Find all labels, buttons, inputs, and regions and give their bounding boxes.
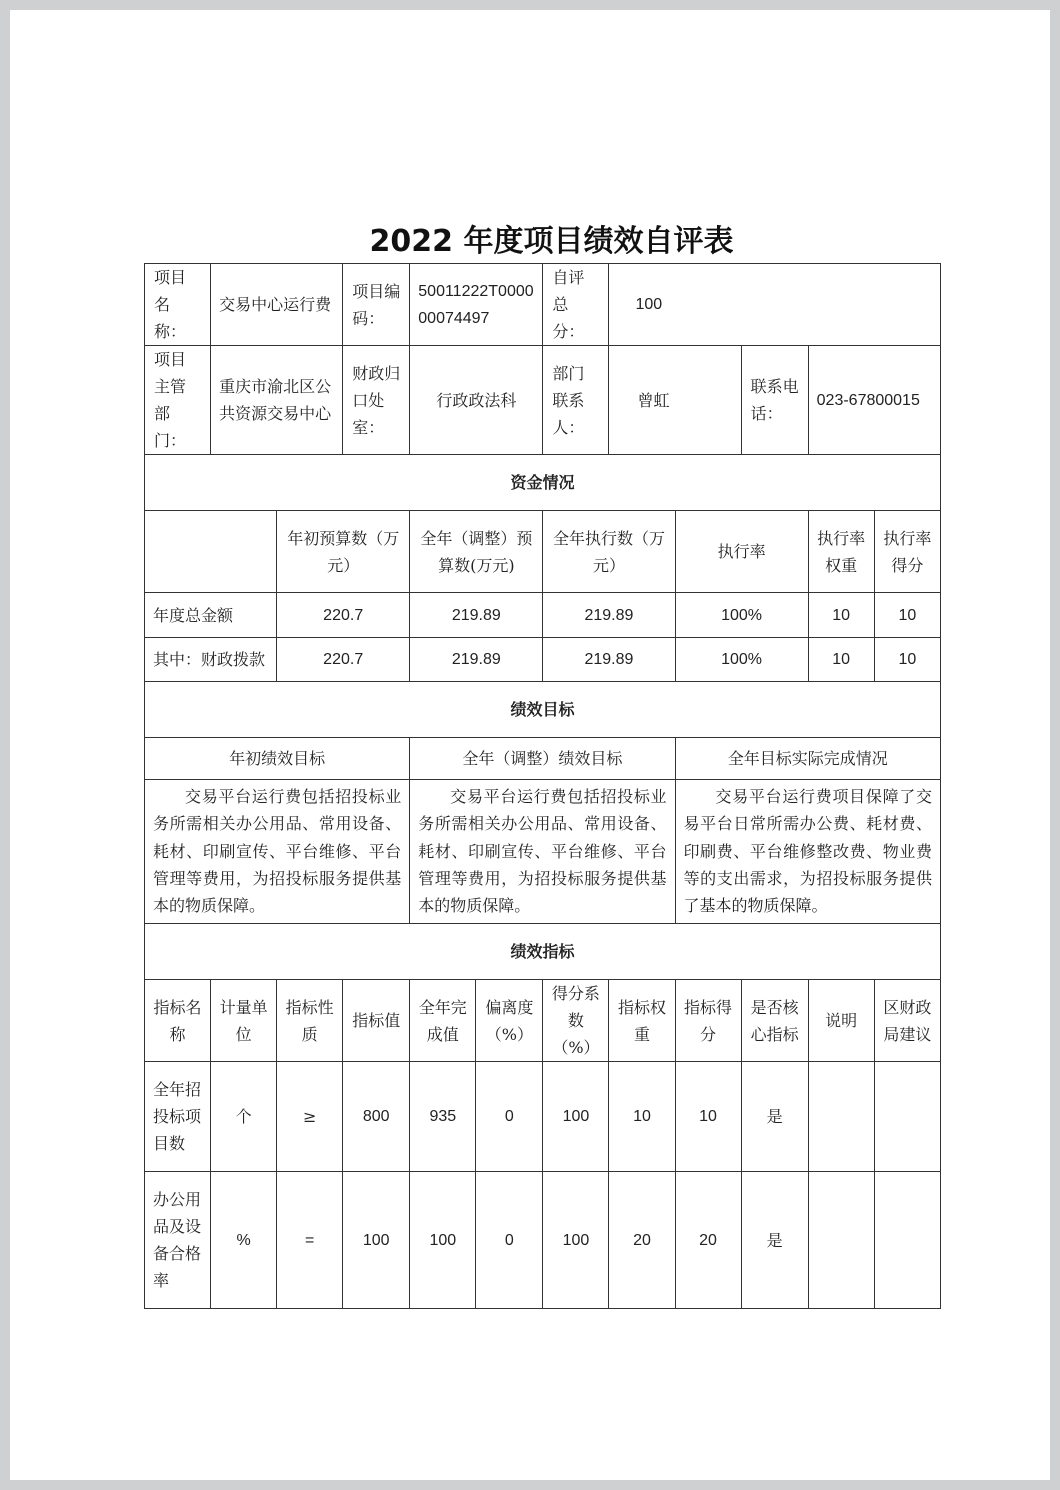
funds-section-title: 资金情况 xyxy=(145,455,941,511)
indicator-row xyxy=(145,1062,941,1172)
project-name-label: 项目名称： xyxy=(145,264,211,346)
indicator-header: 区财政局建议 xyxy=(874,980,940,1062)
indicators-section-row xyxy=(145,924,941,980)
finance-office-label: 财政归口处室： xyxy=(343,346,410,455)
funds-cell: 220.7 xyxy=(277,593,410,638)
project-code: 50011222T000000074497 xyxy=(410,264,543,346)
phone-label: 联系电话： xyxy=(741,346,808,455)
indicator-header: 是否核心指标 xyxy=(741,980,808,1062)
indicator-cell: 20 xyxy=(675,1172,741,1309)
total-score: 100 xyxy=(609,264,941,346)
goals-section-row xyxy=(145,682,941,738)
funds-section-row xyxy=(145,455,941,511)
contact-label: 部门联系人： xyxy=(543,346,609,455)
indicator-cell xyxy=(874,1062,940,1172)
goals-header-initial: 年初绩效目标 xyxy=(145,738,410,780)
goal-adjusted-text: 交易平台运行费包括招投标业务所需相关办公用品、常用设备、耗材、印刷宣传、平台维修、平台管理等费用，为招投标服务提供基本的物质保障。 xyxy=(410,780,675,924)
indicator-cell: 100 xyxy=(543,1172,609,1309)
funds-cell: 219.89 xyxy=(543,638,675,682)
funds-header-weight: 执行率权重 xyxy=(808,511,874,593)
total-score-label: 自评总分： xyxy=(543,264,609,346)
indicator-cell: 100 xyxy=(543,1062,609,1172)
indicator-cell: 935 xyxy=(410,1062,476,1172)
funds-header-score: 执行率得分 xyxy=(874,511,940,593)
funds-header-adjusted: 全年（调整）预算数(万元) xyxy=(410,511,543,593)
indicator-cell: 10 xyxy=(609,1062,675,1172)
goals-header-row xyxy=(145,738,941,780)
indicator-header: 指标性质 xyxy=(277,980,343,1062)
funds-row-label: 其中：财政拨款 xyxy=(145,638,277,682)
indicator-cell: 20 xyxy=(609,1172,675,1309)
info-row-1 xyxy=(145,264,941,346)
indicator-header: 指标名称 xyxy=(145,980,211,1062)
indicator-header: 全年完成值 xyxy=(410,980,476,1062)
goals-text-row xyxy=(145,780,941,924)
indicator-cell: 10 xyxy=(675,1062,741,1172)
indicator-header: 计量单位 xyxy=(211,980,277,1062)
finance-office: 行政政法科 xyxy=(410,346,543,455)
funds-header-initial: 年初预算数（万元） xyxy=(277,511,410,593)
indicator-cell: 100 xyxy=(343,1172,410,1309)
indicator-cell: ≥ xyxy=(277,1062,343,1172)
info-row-2 xyxy=(145,346,941,455)
goals-header-adjusted: 全年（调整）绩效目标 xyxy=(410,738,675,780)
indicator-cell xyxy=(808,1062,874,1172)
project-name: 交易中心运行费 xyxy=(211,264,343,346)
funds-header-rate: 执行率 xyxy=(675,511,808,593)
funds-cell: 10 xyxy=(874,638,940,682)
indicator-cell: 100 xyxy=(410,1172,476,1309)
indicator-cell: 是 xyxy=(741,1172,808,1309)
goals-header-actual: 全年目标实际完成情况 xyxy=(675,738,940,780)
funds-cell: 100% xyxy=(675,638,808,682)
contact: 曾虹 xyxy=(609,346,741,455)
indicator-header: 说明 xyxy=(808,980,874,1062)
funds-cell: 10 xyxy=(874,593,940,638)
indicator-cell: 0 xyxy=(476,1062,543,1172)
dept-label: 项目主管部门： xyxy=(145,346,211,455)
funds-row xyxy=(145,638,941,682)
indicators-section-title: 绩效指标 xyxy=(145,924,941,980)
funds-row-label: 年度总金额 xyxy=(145,593,277,638)
indicators-header-row xyxy=(145,980,941,1062)
funds-cell: 219.89 xyxy=(410,593,543,638)
goal-actual-text: 交易平台运行费项目保障了交易平台日常所需办公费、耗材费、印刷费、平台维修整改费、物业费等的支出需求，为招投标服务提供了基本的物质保障。 xyxy=(675,780,940,924)
indicator-cell: 个 xyxy=(211,1062,277,1172)
funds-row xyxy=(145,593,941,638)
indicator-header: 得分系数（%） xyxy=(543,980,609,1062)
phone: 023-67800015 xyxy=(808,346,940,455)
indicator-cell: 0 xyxy=(476,1172,543,1309)
indicator-row xyxy=(145,1172,941,1309)
funds-cell: 100% xyxy=(675,593,808,638)
indicator-cell xyxy=(874,1172,940,1309)
page-title: 2022 年度项目绩效自评表 xyxy=(369,224,734,259)
indicator-cell: % xyxy=(211,1172,277,1309)
indicator-header: 偏离度（%） xyxy=(476,980,543,1062)
indicator-header: 指标权重 xyxy=(609,980,675,1062)
funds-cell: 10 xyxy=(808,593,874,638)
goals-section-title: 绩效目标 xyxy=(145,682,941,738)
funds-cell: 219.89 xyxy=(543,593,675,638)
evaluation-table xyxy=(144,263,941,1309)
funds-header-row xyxy=(145,511,941,593)
indicator-name: 全年招投标项目数 xyxy=(145,1062,211,1172)
funds-cell: 10 xyxy=(808,638,874,682)
funds-cell: 220.7 xyxy=(277,638,410,682)
funds-header-blank xyxy=(145,511,277,593)
project-code-label: 项目编码： xyxy=(343,264,410,346)
document-page xyxy=(10,10,1050,1480)
funds-header-executed: 全年执行数（万元） xyxy=(543,511,675,593)
indicator-cell: 800 xyxy=(343,1062,410,1172)
goal-initial-text: 交易平台运行费包括招投标业务所需相关办公用品、常用设备、耗材、印刷宣传、平台维修、平台管理等费用，为招投标服务提供基本的物质保障。 xyxy=(145,780,410,924)
indicator-cell xyxy=(808,1172,874,1309)
indicator-cell: = xyxy=(277,1172,343,1309)
dept: 重庆市渝北区公共资源交易中心 xyxy=(211,346,343,455)
indicator-name: 办公用品及设备合格率 xyxy=(145,1172,211,1309)
indicator-header: 指标得分 xyxy=(675,980,741,1062)
indicator-header: 指标值 xyxy=(343,980,410,1062)
funds-cell: 219.89 xyxy=(410,638,543,682)
indicator-cell: 是 xyxy=(741,1062,808,1172)
